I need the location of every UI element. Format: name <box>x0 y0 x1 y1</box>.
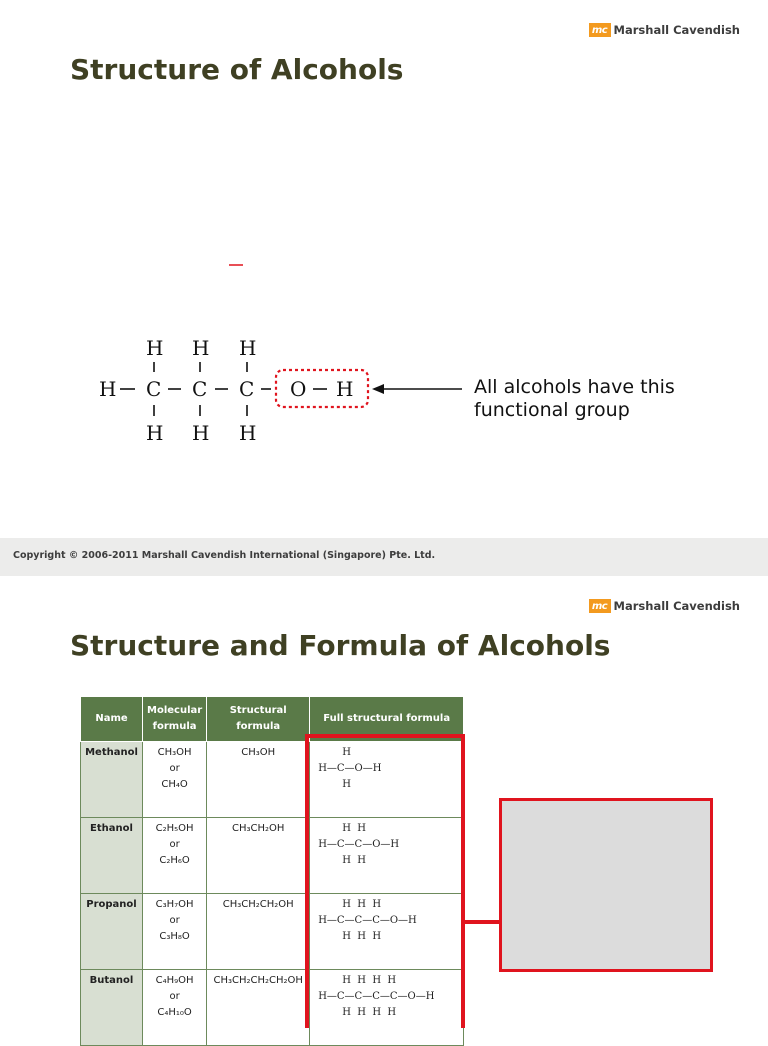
copyright-footer <box>0 538 768 576</box>
arrow-head-icon <box>372 384 384 394</box>
row-molecular-formula: C₄H₉OH or C₄H₁₀O <box>143 970 207 1046</box>
slide-title: Structure of Alcohols <box>70 53 404 86</box>
row-full-structural-formula: H H H H—C—C—C—O—H H H H <box>310 894 464 970</box>
atom-c-2: C <box>192 377 208 401</box>
brand-badge-icon: mc <box>589 599 611 613</box>
brand-logo-2 <box>589 599 740 613</box>
full-formula-highlight <box>305 734 465 1028</box>
atom-h-top-2: H <box>192 336 210 360</box>
annotation-line-1: All alcohols have this <box>474 376 675 398</box>
atom-h-bottom-2: H <box>192 421 210 445</box>
row-molecular-formula: C₂H₅OH or C₂H₆O <box>143 818 207 894</box>
connector-line <box>461 920 501 924</box>
annotation-line-2: functional group <box>474 399 630 421</box>
atom-h-bottom-3: H <box>239 421 257 445</box>
brand-badge-icon: mc <box>589 23 611 37</box>
row-molecular-formula: CH₃OH or CH₄O <box>143 742 207 818</box>
atom-h-top-1: H <box>146 336 164 360</box>
slide-title: Structure and Formula of Alcohols <box>70 629 611 662</box>
row-structural-formula: CH₃CH₂CH₂CH₂OH <box>207 970 310 1046</box>
header-name: Name <box>81 697 143 742</box>
row-name: Methanol <box>81 742 143 818</box>
brand-name: Marshall Cavendish <box>613 23 740 37</box>
row-name: Butanol <box>81 970 143 1046</box>
brand-name: Marshall Cavendish <box>613 599 740 613</box>
row-structural-formula: CH₃CH₂OH <box>207 818 310 894</box>
copyright-text: Copyright © 2006-2011 Marshall Cavendish International (Singapore) Pte. Ltd. <box>13 550 436 561</box>
grey-placeholder-box <box>499 798 713 972</box>
atom-c-1: C <box>146 377 162 401</box>
atom-h-right: H <box>336 377 354 401</box>
atom-c-3: C <box>239 377 255 401</box>
atom-h-left: H <box>99 377 117 401</box>
header-structural-formula: Structural formula <box>207 697 310 742</box>
row-full-structural-formula: H H H—C—C—O—H H H <box>310 818 464 894</box>
header-full-structural-formula: Full structural formula <box>310 697 464 742</box>
atom-o: O <box>290 377 307 401</box>
row-full-structural-formula: H H H H H—C—C—C—C—O—H H H H H <box>310 970 464 1046</box>
atom-h-bottom-1: H <box>146 421 164 445</box>
row-structural-formula: CH₃CH₂CH₂OH <box>207 894 310 970</box>
atom-h-top-3: H <box>239 336 257 360</box>
row-name: Ethanol <box>81 818 143 894</box>
row-structural-formula: CH₃OH <box>207 742 310 818</box>
header-molecular-formula: Molecular formula <box>143 697 207 742</box>
row-full-structural-formula: H H—C—O—H H <box>310 742 464 818</box>
row-molecular-formula: C₃H₇OH or C₃H₈O <box>143 894 207 970</box>
row-name: Propanol <box>81 894 143 970</box>
